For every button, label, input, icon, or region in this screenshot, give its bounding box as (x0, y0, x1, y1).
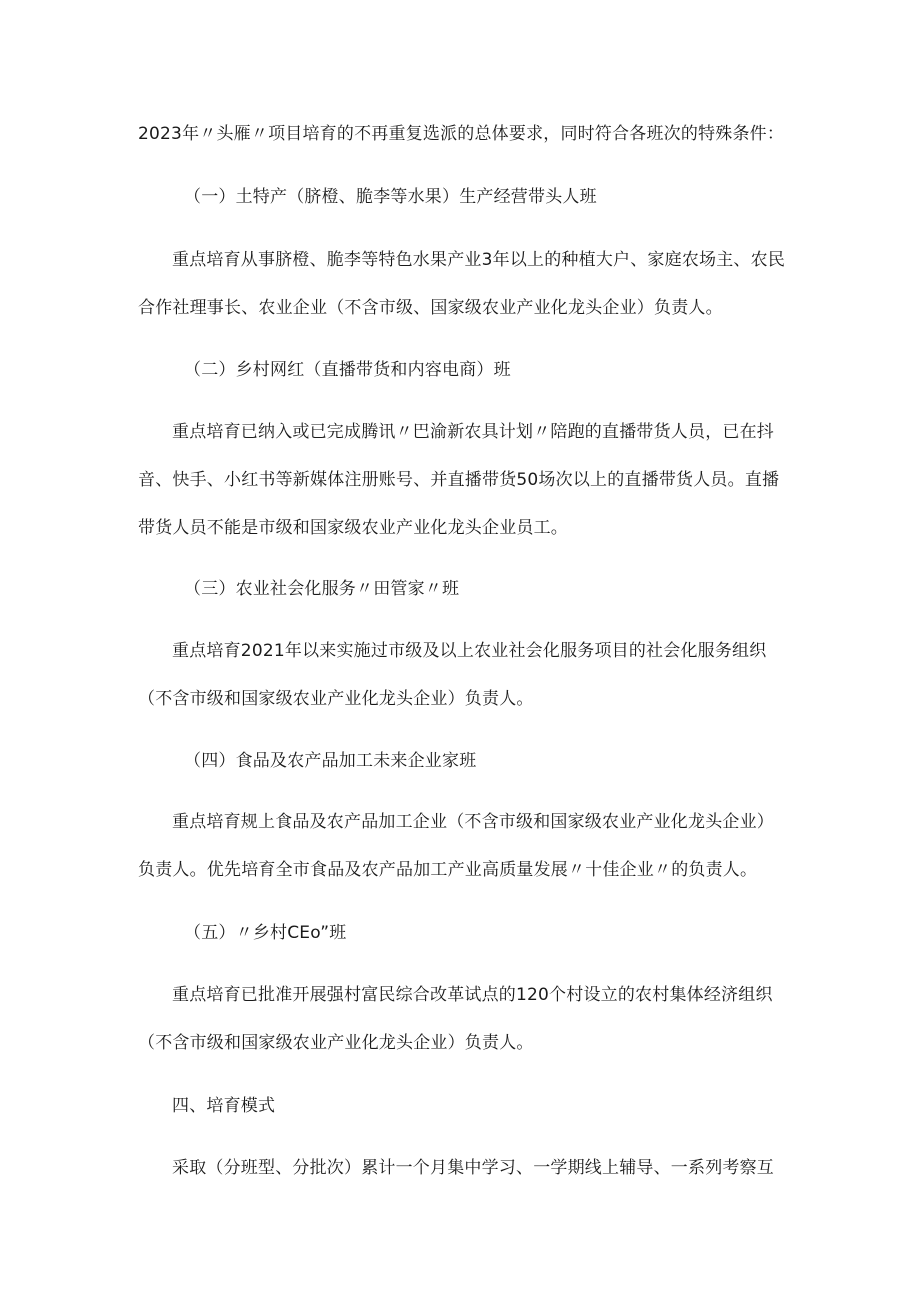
class-1-desc-line-2: 合作社理事长、农业企业（不含市级、国家级农业产业化龙头企业）负责人。 (138, 298, 723, 318)
class-2-desc-line-1: 重点培育已纳入或已完成腾讯〃巴渝新农具计划〃陪跑的直播带货人员，已在抖 (172, 422, 774, 442)
class-1-desc-line-1: 重点培育从事脐橙、脆李等特色水果产业3年以上的种植大户、家庭农场主、农民 (172, 250, 786, 270)
class-heading-2: （二）乡村网红（直播带货和内容电商）班 (184, 360, 511, 380)
class-5-desc-line-1: 重点培育已批准开展强村富民综合改革试点的120个村设立的农村集体经济组织 (172, 985, 773, 1005)
class-heading-3: （三）农业社会化服务〃田管家〃班 (184, 579, 460, 599)
intro-line: 2023年〃头雁〃项目培育的不再重复选派的总体要求，同时符合各班次的特殊条件： (138, 124, 785, 144)
class-2-desc-line-3: 带货人员不能是市级和国家级农业产业化龙头企业员工。 (138, 518, 568, 538)
class-heading-1: （一）土特产（脐橙、脆李等水果）生产经营带头人班 (184, 187, 597, 207)
class-5-desc-line-2: （不含市级和国家级农业产业化龙头企业）负责人。 (138, 1033, 534, 1053)
class-heading-4: （四）食品及农产品加工未来企业家班 (184, 751, 477, 771)
class-heading-5: （五）〃乡村CEo”班 (184, 923, 347, 943)
class-4-desc-line-1: 重点培育规上食品及农产品加工企业（不含市级和国家级农业产业化龙头企业） (172, 812, 774, 832)
class-4-desc-line-2: 负责人。优先培育全市食品及农产品加工产业高质量发展〃十佳企业〃的负责人。 (138, 860, 758, 880)
class-3-desc-line-1: 重点培育2021年以来实施过市级及以上农业社会化服务项目的社会化服务组织 (172, 641, 767, 661)
training-mode-desc-line-1: 采取（分班型、分批次）累计一个月集中学习、一学期线上辅导、一系列考察互 (172, 1158, 774, 1178)
class-2-desc-line-2: 音、快手、小红书等新媒体注册账号、并直播带货50场次以上的直播带货人员。直播 (138, 470, 780, 490)
section-heading-training-mode: 四、培育模式 (172, 1096, 276, 1116)
class-3-desc-line-2: （不含市级和国家级农业产业化龙头企业）负责人。 (138, 689, 534, 709)
